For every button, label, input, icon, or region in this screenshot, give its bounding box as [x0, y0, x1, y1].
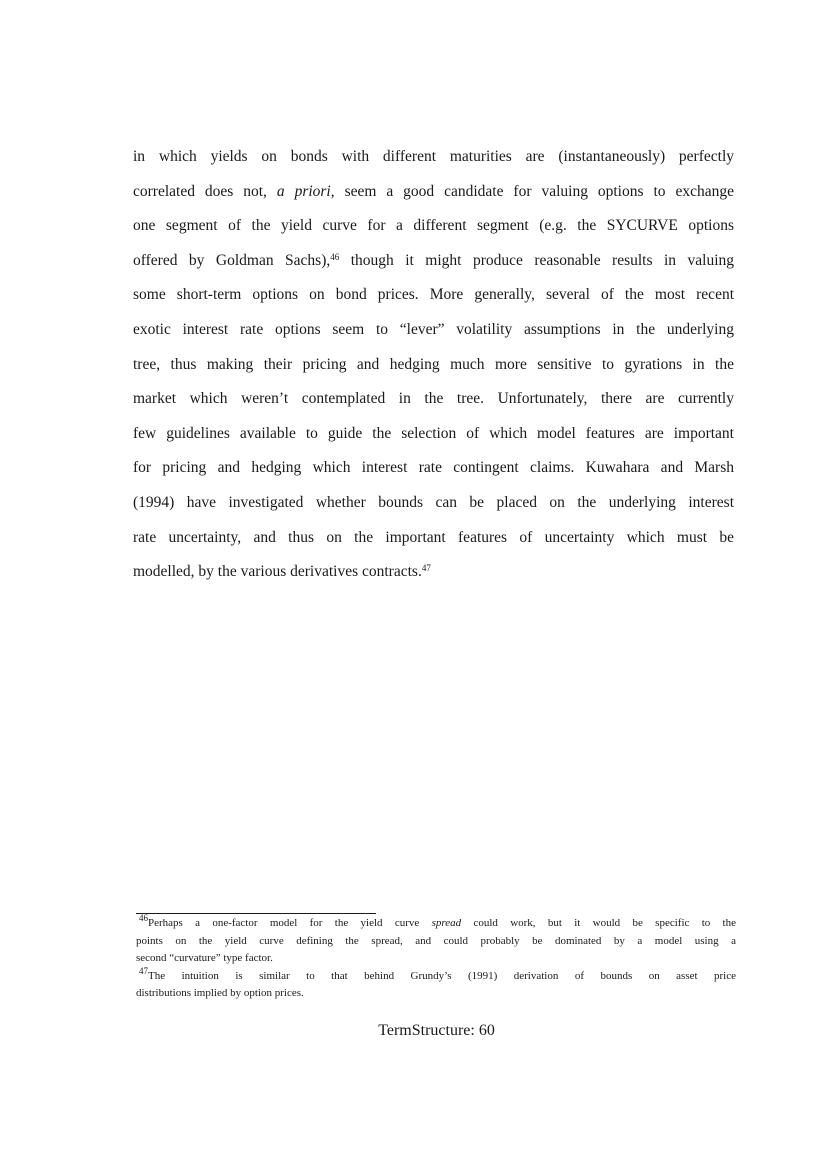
body-line-5: some short-term options on bond prices. More generally, several of the most recent — [133, 286, 734, 304]
footnote-46-line-2: points on the yield curve defining the spread, and could probably be dominated by a model using a — [136, 934, 736, 947]
body-line-9: few guidelines available to guide the selection of which model features are important — [133, 424, 734, 442]
footnote-47-line-2: distributions implied by option prices. — [136, 987, 304, 999]
body-line-4: offered by Goldman Sachs),$^{46}$ though it might produce reasonable results in valuing — [133, 251, 734, 269]
footnote-46-line-1: $^{46}$Perhaps a one-factor model for the yield curve spread could work, but it would be specific to the — [139, 913, 736, 929]
body-line-7: tree, thus making their pricing and hedging much more sensitive to gyrations in the — [133, 355, 734, 373]
body-line-10: for pricing and hedging which interest rate contingent claims. Kuwahara and Marsh — [133, 459, 734, 477]
footnote-47 — [136, 965, 736, 1003]
footnote-47-marker: 47 — [139, 965, 148, 976]
body-line-12: rate uncertainty, and thus on the important features of uncertainty which must be — [133, 528, 734, 546]
body-line-1: in which yields on bonds with different maturities are (instantaneously) perfectly — [133, 148, 734, 165]
body-line-6: exotic interest rate options seem to “lever” volatility assumptions in the underlying — [133, 320, 734, 338]
emphasis-spread: spread — [431, 917, 462, 929]
footnote-ref-47[interactable]: 47 — [421, 563, 431, 574]
body-line-13: modelled, by the various derivatives contracts.$^{47}$ — [133, 563, 431, 581]
footnote-46-line-3: second “curvature” type factor. — [136, 952, 273, 964]
page-number: TermStructure: 60 — [378, 1022, 495, 1039]
body-line-2: correlated does not, a priori, seem a good candidate for valuing options to exchange — [133, 182, 734, 200]
body-line-11: (1994) have investigated whether bounds can be placed on the underlying interest — [133, 493, 734, 511]
footnote-ref-46[interactable]: 46 — [330, 251, 340, 262]
footnote-46-marker: 46 — [139, 913, 148, 924]
footnote-46 — [136, 915, 736, 968]
emphasis-a-priori: a priori — [276, 182, 331, 200]
footnotes — [136, 915, 736, 1003]
body-line-3: one segment of the yield curve for a different segment (e.g. the SYCURVE options — [133, 217, 734, 235]
footnote-divider — [136, 913, 376, 914]
footnote-47-line-1: $^{47}$The intuition is similar to that behind Grundy’s (1991) derivation of bounds on asset price — [139, 965, 736, 982]
body-line-8: market which weren’t contemplated in the tree. Unfortunately, there are currently — [133, 390, 734, 408]
main-paragraph — [133, 140, 734, 590]
